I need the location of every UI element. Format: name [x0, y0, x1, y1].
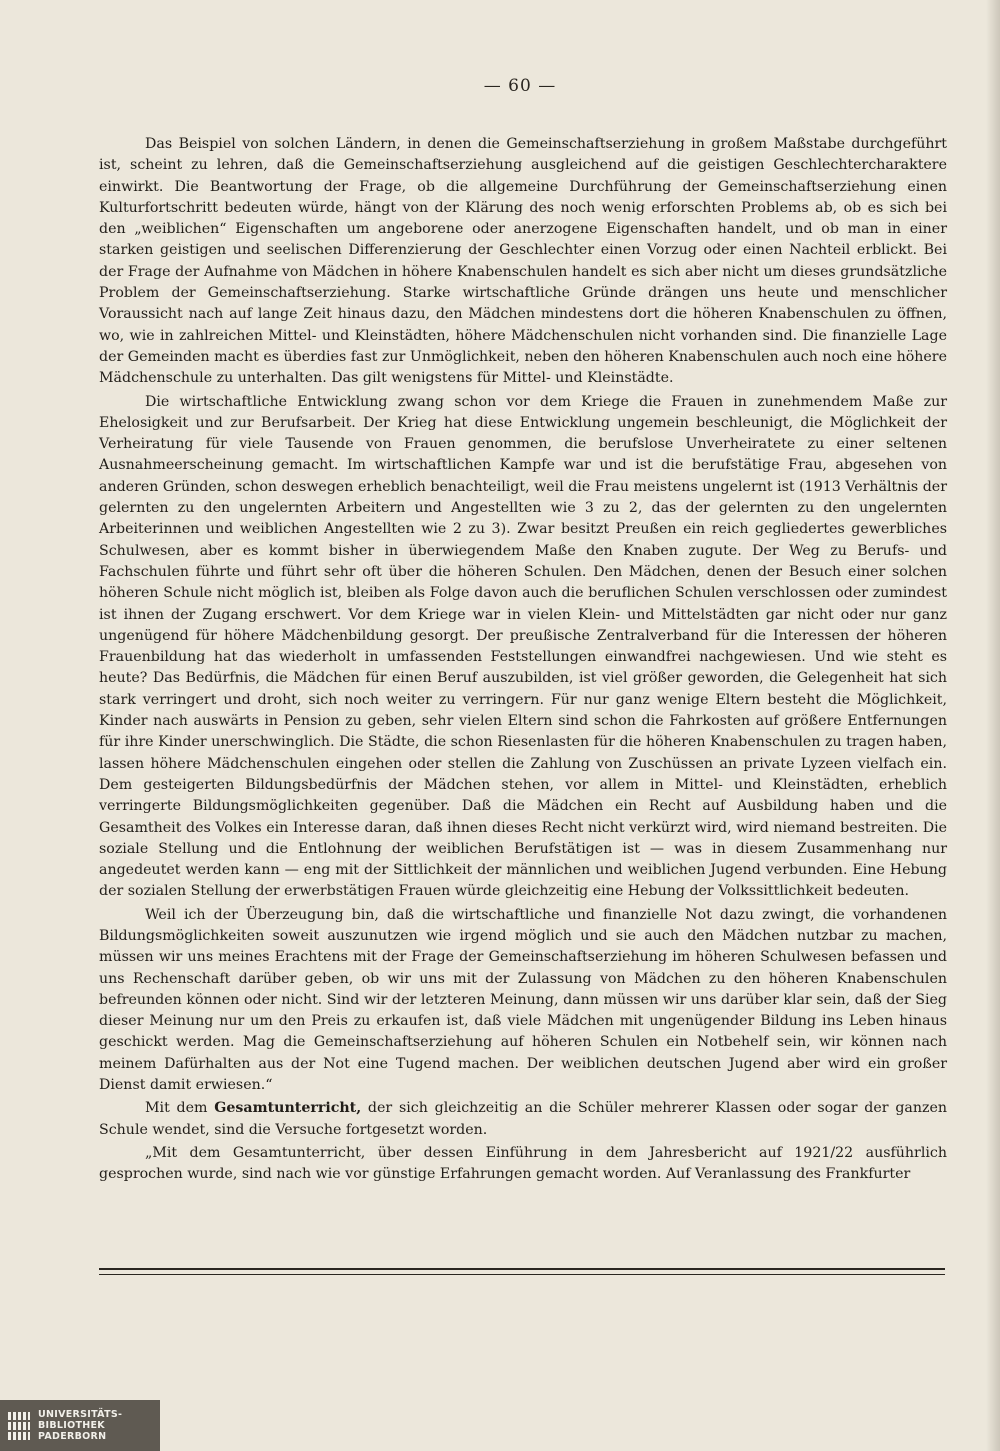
library-name	[38, 1409, 122, 1442]
page-number: — 60 —	[483, 76, 557, 96]
footer-rule	[99, 1268, 945, 1270]
paragraph	[99, 1098, 947, 1141]
paragraph-text: Weil ich der Überzeugung bin, daß die wirtschaftliche und finanzielle Not dazu zwingt, die vorhandenen Bildungsmöglichkeiten soweit auszunutzen wie irgend möglich und sie auch den Mädchen nutzbar zu machen, müssen wir uns meines Erachtens mit der Frage der Gemeinschaftserziehung im höheren Schulwesen befassen und uns Rechenschaft darüber geben, ob wir uns mit der Zulassung von Mädchen zu den höheren Knabenschulen befreunden können oder nicht. Sind wir der letzteren Meinung, dann müssen wir uns darüber klar sein, daß der Sieg dieser Meinung nur um den Preis zu erkaufen ist, daß viele Mädchen mit ungenügender Bildung ins Leben hinaus geschickt werden. Mag die Gemeinschaftserziehung auf höheren Schulen ein Notbehelf sein, wir können nach meinem Dafürhalten aus der Not eine Tugend machen. Der weiblichen deutschen Jugend aber wird ein großer Dienst damit erwiesen.“	[99, 906, 947, 1094]
library-line: PADERBORN	[38, 1431, 107, 1442]
paragraph	[99, 905, 947, 1097]
paragraph	[99, 392, 947, 903]
paragraph-text: „Mit dem Gesamtunterricht, über dessen Einführung in dem Jahresbericht auf 1921/22 ausführlich gesprochen wurde, sind nach wie vor günstige Erfahrungen gemacht worden. Auf Veranlassung des Frankfurter	[99, 1144, 947, 1183]
paragraph	[99, 1143, 947, 1186]
body-text	[99, 134, 947, 1188]
library-badge	[0, 1400, 160, 1451]
bold-term: Gesamtunterricht,	[214, 1100, 362, 1117]
paragraph-text: Mit dem	[145, 1100, 215, 1117]
paragraph-text: Die wirtschaftliche Entwicklung zwang schon vor dem Kriege die Frauen in zunehmendem Maße zur Ehelosigkeit und zur Berufsarbeit. Der Krieg hat diese Entwicklung ungemein beschleunigt, die Möglichkeit der Verheiratung für viele Tausende von Frauen genommen, die berufslose Unverheiratete zu einer seltenen Ausnahmeerscheinung gemacht. Im wirtschaftlichen Kampfe war und ist die berufstätige Frau, abgesehen von anderen Gründen, schon deswegen erheblich benachteiligt, weil die Frau meistens ungelernt ist (1913 Verhältnis der gelernten zu den ungelernten Arbeitern und Angestellten wie 3 zu 2, das der gelernten zu den ungelernten Arbeiterinnen und weiblichen Angestellten wie 2 zu 3). Zwar besitzt Preußen ein reich gegliedertes gewerbliches Schulwesen, aber es kommt bisher in überwiegendem Maße den Knaben zugute. Der Weg zu Berufs- und Fachschulen führte und führt sehr oft über die höheren Schulen. Den Mädchen, denen der Besuch einer solchen höheren Schule nicht möglich ist, bleiben als Folge davon auch die beruflichen Schulen verschlossen oder zumindest ist ihnen der Zugang erschwert. Vor dem Kriege war in vielen Klein- und Mittelstädten gar nicht oder nur ganz ungenügend für höhere Mädchenbildung gesorgt. Der preußische Zentralverband für die Interessen der höheren Frauenbildung hat das wiederholt in umfassenden Feststellungen einwandfrei nachgewiesen. Und wie steht es heute? Das Bedürfnis, die Mädchen für einen Beruf auszubilden, ist viel größer geworden, die Gelegenheit hat sich stark verringert und droht, sich noch weiter zu verringern. Für nur ganz wenige Eltern besteht die Möglichkeit, Kinder nach auswärts in Pension zu geben, sehr vielen Eltern sind schon die Fahrkosten auf größere Entfernungen für ihre Kinder unerschwinglich. Die Städte, die schon Riesenlasten für die höheren Knabenschulen zu tragen haben, lassen höhere Mädchenschulen eingehen oder stellen die Zahlung von Zuschüssen an private Lyzeen vielfach ein. Dem gesteigerten Bildungsbedürfnis der Mädchen stehen, vor allem in Mittel- und Kleinstädten, erheblich verringerte Bildungsmöglichkeiten gegenüber. Daß die Mädchen ein Recht auf Ausbildung haben und die Gesamtheit des Volkes ein Interesse daran, daß ihnen dieses Recht nicht verkürzt wird, wird niemand bestreiten. Die soziale Stellung und die Entlohnung der weiblichen Berufstätigen ist — was in diesem Zusammenhang nur angedeutet werden kann — eng mit der Sittlichkeit der männlichen und weiblichen Jugend verbunden. Eine Hebung der sozialen Stellung der erwerbstätigen Frauen würde gleichzeitig eine Hebung der Volkssittlichkeit bedeuten.	[99, 393, 947, 900]
footer-rule-thin	[99, 1274, 945, 1275]
library-logo-icon	[0, 1400, 38, 1451]
paragraph-text: der sich gleichzeitig an die Schüler mehrerer Klassen oder sogar der ganzen Schule wendet, sind die Versuche fortgesetzt worden.	[99, 1100, 948, 1138]
paragraph	[99, 134, 947, 390]
library-line: BIBLIOTHEK	[38, 1420, 105, 1431]
page-edge-shadow	[986, 0, 1000, 1451]
library-line: UNIVERSITÄTS-	[38, 1409, 123, 1420]
paragraph-text: Das Beispiel von solchen Ländern, in denen die Gemeinschaftserziehung in großem Maßstabe durchgeführt ist, scheint zu lehren, daß die Gemeinschaftserziehung ausgleichend auf die geistigen Geschlechtercharaktere einwirkt. Die Beantwortung der Frage, ob die allgemeine Durchführung der Gemeinschaftserziehung einen Kulturfortschritt bedeuten würde, hängt von der Klärung des noch wenig erforschten Problems ab, ob es sich bei den „weiblichen“ Eigenschaften um angeborene oder anerzogene Eigenschaften handelt, und ob man in einer starken geistigen und seelischen Differenzierung der Geschlechter einen Vorzug oder einen Nachteil erblickt. Bei der Frage der Aufnahme von Mädchen in höhere Knabenschulen handelt es sich aber nicht um dieses grundsätzliche Problem der Gemeinschaftserziehung. Starke wirtschaftliche Gründe drängen uns heute und menschlicher Voraussicht nach auf lange Zeit hinaus dazu, den Mädchen mindestens dort die höheren Knabenschulen zu öffnen, wo, wie in zahlreichen Mittel- und Kleinstädten, höhere Mädchenschulen nicht vorhanden sind. Die finanzielle Lage der Gemeinden macht es überdies fast zur Unmöglichkeit, neben den höheren Knabenschulen auch noch eine höhere Mädchenschule zu unterhalten. Das gilt wenigstens für Mittel- und Kleinstädte.	[99, 136, 947, 387]
